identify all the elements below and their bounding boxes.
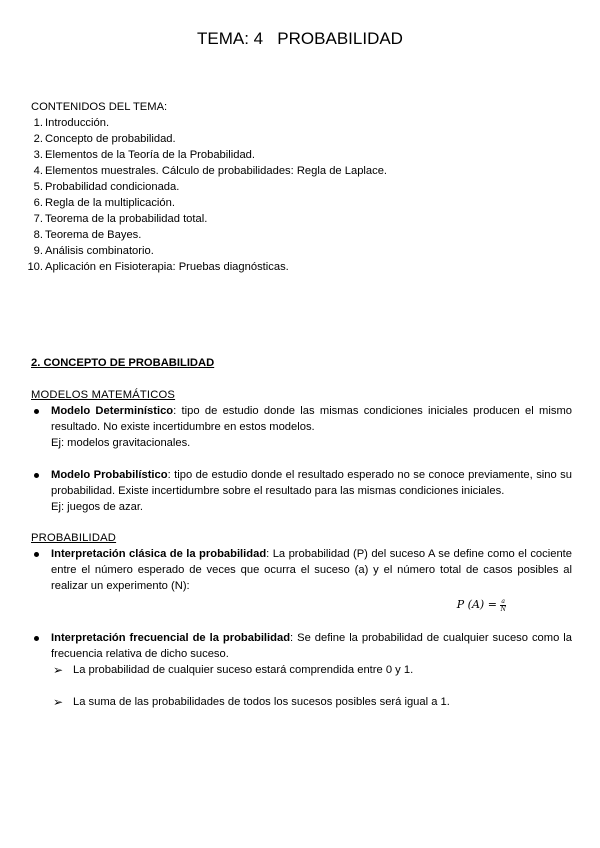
deterministic-term: Modelo Determinístico — [51, 405, 174, 417]
list-item — [31, 227, 571, 243]
item-text: Aplicación en Fisioterapia: Pruebas diagnósticas. — [45, 261, 289, 273]
list-item — [31, 147, 571, 163]
item-text: Elementos de la Teoría de la Probabilidad. — [45, 149, 256, 161]
contents-heading: CONTENIDOS DEL TEMA: — [31, 101, 168, 113]
item-number: 8. — [33, 229, 43, 241]
section-concepto-probabilidad — [31, 355, 572, 710]
item-text: Regla de la multiplicación. — [45, 197, 175, 209]
classic-interpretation-item — [31, 546, 572, 594]
frequential-point-text: La suma de las probabilidades de todos los sucesos posibles será igual a 1. — [73, 696, 450, 708]
table-of-contents — [27, 99, 571, 275]
frequential-point-text: La probabilidad de cualquier suceso estará comprendida entre 0 y 1. — [73, 664, 414, 676]
deterministic-example: Ej: modelos gravitacionales. — [51, 437, 191, 449]
models-heading: MODELOS MATEMÁTICOS — [31, 389, 176, 401]
frequential-text: : Se define la probabilidad de cualquier suceso como la frecuencia relativa de dicho suceso. — [51, 632, 572, 660]
item-number: 2. — [33, 133, 43, 145]
item-number: 9. — [33, 245, 43, 257]
list-item — [31, 195, 571, 211]
probabilistic-model-item — [31, 467, 572, 515]
formula-denominator: N — [500, 605, 506, 613]
list-item — [31, 243, 571, 259]
item-text: Probabilidad condicionada. — [45, 181, 180, 193]
arrow-bullet-icon: ➢ — [53, 695, 64, 709]
section-title: 2. CONCEPTO DE PROBABILIDAD — [31, 357, 215, 369]
frequential-point — [31, 694, 572, 710]
item-number: 1. — [33, 117, 43, 129]
probabilistic-text: : tipo de estudio donde el resultado esperado no se conoce previamente, sino su probabilidad. Existe incertidumbre sobre el resultado para las mismas condiciones iniciales. — [51, 469, 573, 497]
item-number: 10. — [27, 261, 43, 273]
formula-numerator: a — [501, 597, 505, 605]
probability-heading: PROBABILIDAD — [31, 532, 117, 544]
frequential-term: Interpretación frecuencial de la probabilidad — [51, 632, 291, 644]
list-item — [31, 179, 571, 195]
item-number: 3. — [33, 149, 43, 161]
probabilistic-term: Modelo Probabilístico — [51, 469, 168, 481]
item-text: Análisis combinatorio. — [45, 245, 154, 257]
item-text: Teorema de la probabilidad total. — [45, 213, 208, 225]
list-item — [31, 115, 571, 131]
formula-lhs: P (A) = — [456, 598, 501, 611]
formula-fraction — [500, 598, 506, 613]
arrow-bullet-icon: ➢ — [53, 663, 64, 677]
list-item — [27, 259, 571, 275]
laplace-formula — [31, 594, 572, 616]
list-item — [31, 131, 571, 147]
classic-text: : La probabilidad (P) del suceso A se define como el cociente entre el número esperado de veces que ocurra el suceso (a) y el número total de casos posibles al realizar un experimento (N): — [51, 548, 572, 592]
bullet-icon — [34, 409, 39, 414]
page-title: TEMA: 4 PROBABILIDAD — [197, 29, 403, 48]
item-number: 5. — [33, 181, 43, 193]
deterministic-model-item — [31, 403, 572, 451]
item-number: 7. — [33, 213, 43, 225]
item-text: Elementos muestrales. Cálculo de probabilidades: Regla de Laplace. — [45, 165, 388, 177]
item-number: 4. — [33, 165, 43, 177]
list-item — [31, 163, 571, 179]
list-item — [31, 211, 571, 227]
item-text: Introducción. — [45, 117, 110, 129]
item-text: Concepto de probabilidad. — [45, 133, 176, 145]
bullet-icon — [34, 636, 39, 641]
probabilistic-example: Ej: juegos de azar. — [51, 501, 144, 513]
bullet-icon — [34, 473, 39, 478]
deterministic-text: : tipo de estudio donde las mismas condiciones iniciales producen el mismo resultado. No existe incertidumbre en estos modelos. — [51, 405, 572, 433]
bullet-icon — [34, 552, 39, 557]
contents-list — [27, 115, 571, 275]
classic-term: Interpretación clásica de la probabilidad — [51, 548, 267, 560]
frequential-point — [31, 662, 572, 678]
item-text: Teorema de Bayes. — [45, 229, 142, 241]
frequential-interpretation-item — [31, 630, 572, 662]
item-number: 6. — [33, 197, 43, 209]
